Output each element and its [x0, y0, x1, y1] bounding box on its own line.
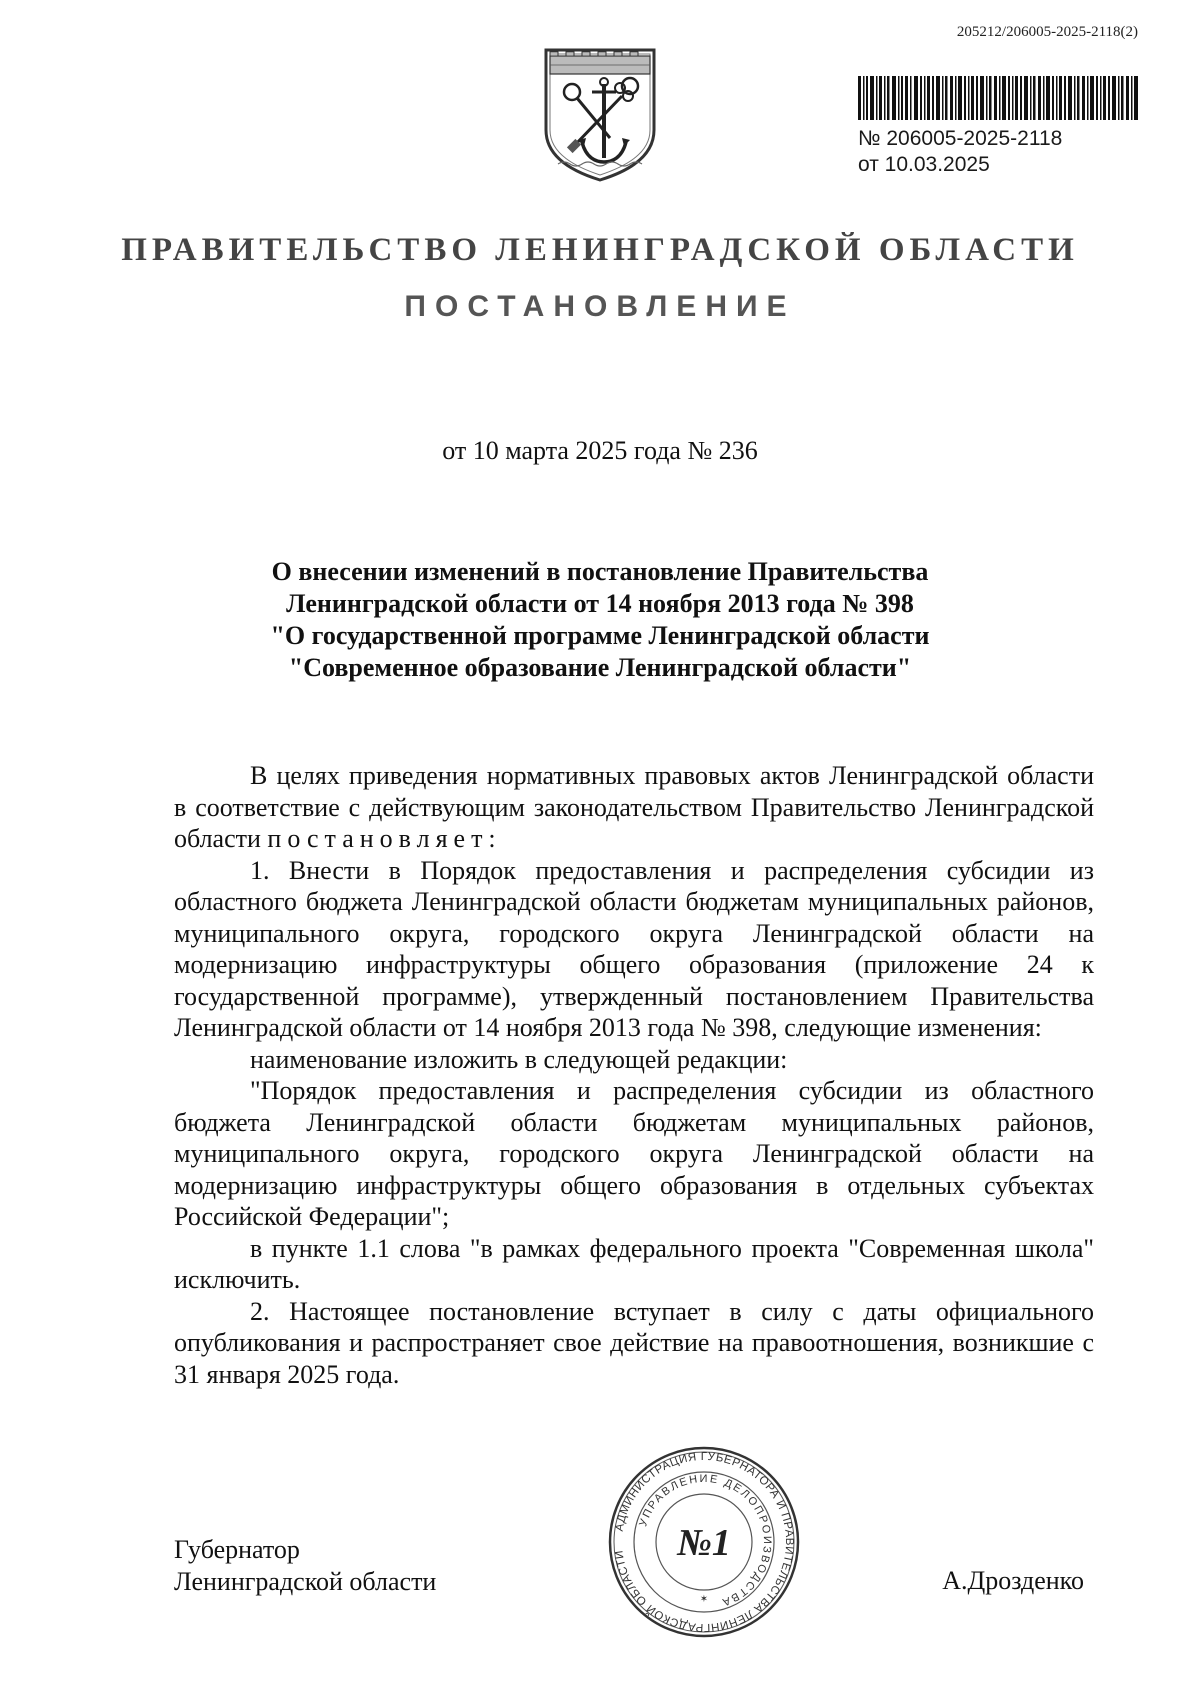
subject-line: Ленинградской области от 14 ноября 2013 года № 398	[286, 589, 914, 618]
svg-text:✶: ✶	[699, 1594, 709, 1605]
stamp-outer-text: АДМИНИСТРАЦИЯ ГУБЕРНАТОРА И ПРАВИТЕЛЬСТВА ЛЕНИНГРАДСКОЙ ОБЛАСТИ	[613, 1450, 796, 1634]
document-subject	[150, 556, 1050, 684]
leningrad-oblast-coat-of-arms-icon	[540, 46, 660, 184]
signer-position-line2: Ленинградской области	[174, 1567, 437, 1596]
stamp-inner-text: УПРАВЛЕНИЕ ДЕЛОПРОИЗВОДСТВА	[637, 1472, 774, 1609]
government-title: ПРАВИТЕЛЬСТВО ЛЕНИНГРАДСКОЙ ОБЛАСТИ	[121, 232, 1079, 268]
intro-paragraph	[174, 760, 1094, 855]
stamp-center-number: №1	[677, 1522, 731, 1564]
registration-number: 205212/206005-2025-2118(2)	[956, 24, 1138, 40]
paragraph-naming: наименование изложить в следующей редакции:	[250, 1044, 788, 1074]
subject-line: О внесении изменений в постановление Правительства	[271, 557, 929, 586]
signer-position	[174, 1534, 436, 1598]
barcode-block	[858, 76, 1148, 178]
subject-line: "Современное образование Ленинградской области"	[288, 653, 912, 682]
paragraph-2: 2. Настоящее постановление вступает в силу с даты официального опубликования и распространяет свое действие на правоотношения, возникшие с 31 января 2025 года.	[174, 1296, 1094, 1389]
signer-name: А.Дрозденко	[942, 1566, 1084, 1595]
paragraph-clause-1-1: в пункте 1.1 слова "в рамках федерального проекта "Современная школа" исключить.	[174, 1233, 1094, 1294]
intro-verb: постановляет:	[267, 824, 502, 853]
paragraph-1: 1. Внести в Порядок предоставления и распределения субсидии из областного бюджета Ленинградской области бюджетам муниципальных районов, муниципального округа, городского округа Ленинградской области на модернизацию инфраструктуры общего образования (приложение 24 к государственной программе), утвержденный постановлением Правительства Ленинградской области от 14 ноября 2013 года № 398, следующие изменения:	[174, 855, 1094, 1042]
official-round-stamp-icon	[606, 1444, 802, 1640]
barcode-icon	[858, 76, 1138, 120]
order-date-line: от 10 марта 2025 года № 236	[442, 436, 758, 465]
document-type-title: ПОСТАНОВЛЕНИЕ	[404, 290, 796, 323]
intro-text: В целях приведения нормативных правовых актов Ленинградской области в соответствие с действующим законодательством Правительство Ленинградской области	[174, 761, 1094, 853]
document-date: от 10.03.2025	[858, 153, 990, 176]
subject-line: "О государственной программе Ленинградской области	[270, 621, 930, 650]
document-number: № 206005-2025-2118	[858, 127, 1063, 150]
document-body	[174, 760, 1094, 1390]
signer-position-line1: Губернатор	[174, 1535, 300, 1564]
paragraph-new-name: "Порядок предоставления и распределения субсидии из областного бюджета Ленинградской области бюджетам муниципальных районов, муниципального округа, городского округа Ленинградской области на модернизацию инфраструктуры общего образования в отдельных субъектах Российской Федерации";	[174, 1076, 1094, 1231]
